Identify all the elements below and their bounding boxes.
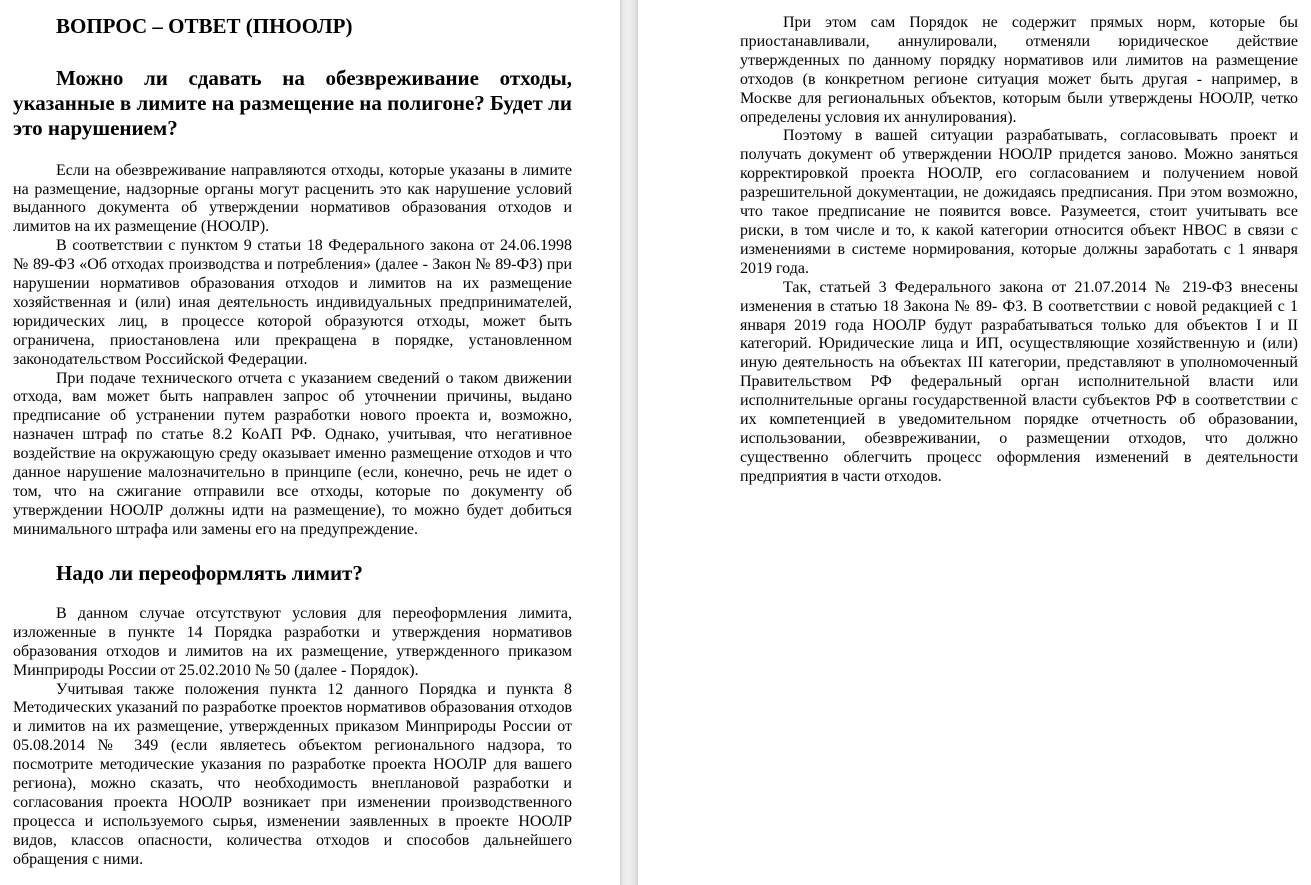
page-gutter	[620, 0, 638, 885]
question-heading-2: Надо ли переоформлять лимит?	[56, 560, 363, 585]
paragraph: Если на обезвреживание направляются отходы, которые указаны в лимите на размещение, надзорные органы могут расценить это как нарушение условий выданного документа об утверждении нормативов образования отходов и лимитов на их размещение (НООЛР).	[13, 161, 572, 236]
paragraph: Учитывая также положения пункта 12 данного Порядка и пункта 8 Методических указаний по разработке проектов нормативов образования отходов и лимитов на их размещение, утвержденных приказом Минприроды России от 05.08.2014 № 349 (если являетесь объектом регионального надзора, то посмотрите методические указания по разработке проекта НООЛР для вашего региона), можно сказать, что необходимость внеплановой разработки и согласования проекта НООЛР возникает при изменении производственного процесса и используемого сырья, изменении заявленных в проекте НООЛР видов, классов опасности, количества отходов и способов дальнейшего обращения с ними.	[13, 680, 572, 868]
right-page	[638, 0, 1311, 885]
question-heading-1: Можно ли сдавать на обезвреживание отходы, указанные в лимите на размещение на полигоне? Будет ли это нарушением?	[13, 66, 572, 141]
paragraph: В данном случае отсутствуют условия для переоформления лимита, изложенные в пункте 14 Порядка разработки и утверждения нормативов образования отходов и лимитов на их размещение, утвержденного приказом Минприроды России от 25.02.2010 № 50 (далее - Порядок).	[13, 604, 572, 679]
paragraph: Так, статьей 3 Федерального закона от 21.07.2014 № 219-ФЗ внесены изменения в статью 18 Закона № 89- ФЗ. В соответствии с новой редакцией с 1 января 2019 года НООЛР будут разрабатываться только для объектов I и II категорий. Юридические лица и ИП, осуществляющие хозяйственную и (или) иную деятельность на объектах III категории, представляют в уполномоченный Правительством РФ федеральный орган исполнительной власти или исполнительные органы государственной власти субъектов РФ в соответствии с их компетенцией в уведомительном порядке отчетность об образовании, использовании, обезвреживании, о размещении отходов, что должно существенно облегчить процесс оформления изменений в деятельности предприятия в части отходов.	[740, 278, 1298, 485]
document-title: ВОПРОС – ОТВЕТ (ПНООЛР)	[56, 14, 353, 38]
paragraph: Поэтому в вашей ситуации разрабатывать, согласовывать проект и получать документ об утверждении НООЛР придется заново. Можно заняться корректировкой проекта НООЛР, его согласованием и получением новой разрешительной документации, не дожидаясь предписания. При этом возможно, что такое предписание не появится вовсе. Разумеется, стоит учитывать все риски, в том числе и то, к какой категории относится объект НВОС в связи с изменениями в системе нормирования, которые должны заработать с 1 января 2019 года.	[740, 127, 1298, 277]
right-page-content	[740, 14, 1298, 487]
paragraph: В соответствии с пунктом 9 статьи 18 Федерального закона от 24.06.1998 № 89-ФЗ «Об отходах производства и потребления» (далее - Закон № 89-ФЗ) при нарушении нормативов образования отходов и лимитов на их размещение хозяйственная и (или) иная деятельность индивидуальных предпринимателей, юридических лиц, в процессе которой образуются отходы, может быть ограничена, приостановлена или прекращена в порядке, установленном законодательством Российской Федерации.	[13, 237, 572, 368]
left-page-content	[13, 14, 572, 870]
left-page	[0, 0, 620, 885]
paragraph: При подаче технического отчета с указанием сведений о таком движении отхода, вам может быть направлен запрос об уточнении причины, выдано предписание об устранении путем разработки нового проекта и, возможно, назначен штраф по статье 8.2 КоАП РФ. Однако, учитывая, что негативное воздействие на окружающую среду оказывает именно размещение отходов и что данное нарушение малозначительно в принципе (если, конечно, речь не идет о том, что на сжигание отправили все отходы, которые по документу об утверждении НООЛР должны идти на размещение), то можно будет добиться минимального штрафа или замены его на предупреждение.	[13, 369, 572, 538]
paragraph: При этом сам Порядок не содержит прямых норм, которые бы приостанавливали, аннулировали, отменяли юридическое действие утвержденных по данному порядку нормативов или лимитов на размещение отходов (в конкретном регионе ситуация может быть другая - например, в Москве для региональных объектов, которым были утверждены НООЛР, четко определены условия их аннулирования).	[740, 14, 1298, 126]
